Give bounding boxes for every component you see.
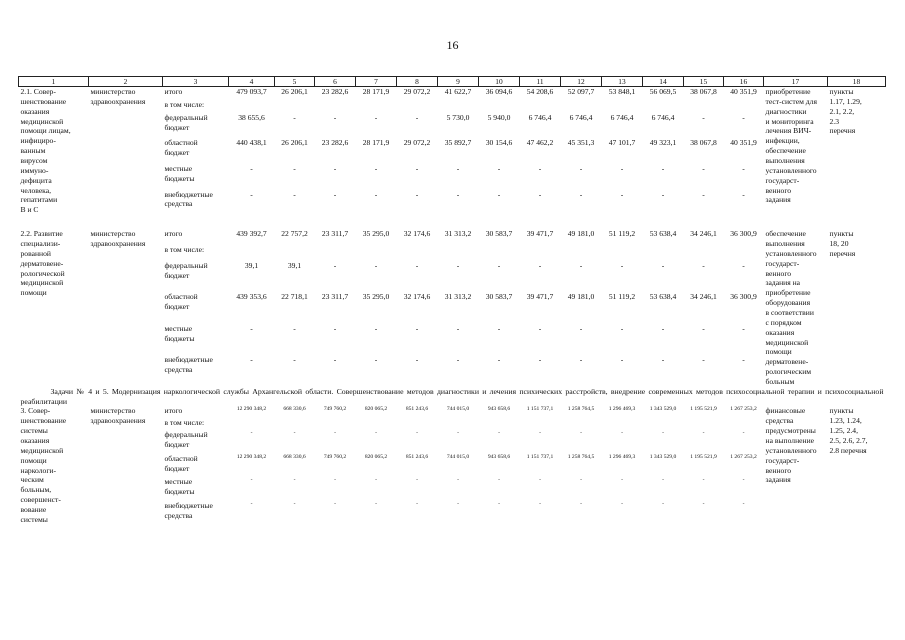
value-cell: - — [662, 430, 664, 437]
value-cell: - — [538, 323, 542, 333]
value-cell: - — [661, 323, 665, 333]
value-cell: 23 311,7 — [321, 292, 349, 302]
source-label: внебюджетные средства — [164, 189, 213, 209]
value-cell: 943 658,6 — [487, 406, 511, 413]
value-cell: - — [579, 163, 583, 173]
value-cell: - — [250, 477, 253, 484]
header-cell-15: 15 — [684, 77, 724, 87]
header-cell-8: 8 — [397, 77, 438, 87]
value-cell — [724, 100, 764, 113]
value-cell: 1 343 529,0 — [649, 453, 677, 460]
value-cell: - — [742, 163, 745, 173]
value-cell — [315, 418, 356, 430]
value-cell: 45 351,3 — [567, 138, 595, 148]
value-cell — [684, 100, 724, 113]
value-cell: - — [334, 430, 336, 437]
expected-result: финансовые средства предусмотрены на выполнение установленного государст- венного задания — [765, 406, 817, 485]
value-cell: 53 638,4 — [649, 292, 677, 302]
value-cell: - — [293, 163, 296, 173]
value-cell: 22 718,1 — [281, 292, 308, 302]
header-cell-13: 13 — [602, 77, 643, 87]
value-cell: - — [333, 323, 337, 333]
source-label: внебюджетные средства — [164, 501, 213, 520]
value-cell: 52 097,7 — [567, 87, 595, 96]
value-cell: - — [579, 189, 583, 199]
value-cell — [438, 100, 479, 113]
value-cell: - — [498, 477, 500, 484]
value-cell: 439 353,6 — [236, 292, 267, 302]
value-cell — [520, 100, 561, 113]
value-cell: - — [333, 260, 337, 270]
value-cell: - — [742, 430, 745, 437]
header-cell-12: 12 — [561, 77, 602, 87]
value-cell: 30 583,7 — [485, 229, 513, 239]
value-cell: - — [742, 355, 745, 365]
value-cell: - — [250, 501, 253, 508]
value-cell: - — [415, 189, 419, 199]
value-cell: - — [580, 501, 582, 508]
value-cell: - — [702, 163, 705, 173]
value-cell: 1 258 764,5 — [567, 453, 595, 460]
value-cell: - — [375, 430, 377, 437]
value-cell: - — [456, 189, 460, 199]
value-cell: - — [293, 189, 296, 199]
value-cell: 38 067,8 — [690, 87, 717, 96]
value-cell: 36 094,6 — [485, 87, 513, 96]
source-label: областной бюджет — [164, 453, 198, 473]
value-cell: - — [702, 260, 705, 270]
header-cell-5: 5 — [275, 77, 315, 87]
value-cell: - — [293, 355, 296, 365]
value-cell: 851 243,6 — [405, 453, 429, 460]
header-cell-10: 10 — [479, 77, 520, 87]
value-cell: - — [538, 355, 542, 365]
header-cell-14: 14 — [643, 77, 684, 87]
value-cell: - — [702, 189, 705, 199]
value-cell — [479, 418, 520, 430]
value-cell: 12 290 348,2 — [236, 453, 267, 460]
value-cell: - — [580, 430, 582, 437]
value-cell: - — [498, 430, 500, 437]
value-cell: - — [250, 189, 253, 199]
value-cell: 1 258 764,5 — [567, 406, 595, 413]
expected-result: приобретение тест-систем для диагностики и мониторинга лечения ВИЧ- инфекции, обеспечение выполнения установленного государст- венного задания — [765, 87, 817, 205]
value-cell: - — [539, 430, 541, 437]
value-cell: 35 295,0 — [362, 229, 390, 239]
value-cell: 39,1 — [244, 260, 259, 270]
value-cell: 40 351,9 — [730, 138, 757, 148]
value-cell: 49 181,0 — [567, 229, 595, 239]
value-cell: - — [621, 477, 623, 484]
value-cell: - — [456, 323, 460, 333]
header-row — [19, 77, 886, 87]
value-cell: 479 093,7 — [236, 87, 267, 96]
value-cell: 749 760,2 — [323, 406, 347, 413]
value-cell: - — [661, 163, 665, 173]
value-cell: 6 746,4 — [610, 112, 634, 122]
value-cell — [561, 418, 602, 430]
value-cell: 1 151 737,1 — [526, 453, 554, 460]
value-cell: - — [538, 189, 542, 199]
value-cell — [520, 418, 561, 430]
value-cell — [275, 418, 315, 430]
value-cell: - — [497, 355, 501, 365]
value-cell: - — [375, 501, 377, 508]
value-cell: 12 290 348,2 — [236, 406, 267, 413]
value-cell: 34 246,1 — [690, 229, 717, 239]
value-cell: - — [293, 112, 296, 122]
reference: пункты 1.17, 1.29, 2.1, 2.2, 2.3 перечня — [829, 87, 862, 136]
value-cell: - — [497, 323, 501, 333]
value-cell: 6 746,4 — [528, 112, 552, 122]
value-cell: - — [415, 163, 419, 173]
value-cell: - — [702, 430, 705, 437]
value-cell: 851 243,6 — [405, 406, 429, 413]
value-cell: - — [742, 189, 745, 199]
value-cell — [684, 418, 724, 430]
value-cell: 744 015,0 — [446, 406, 470, 413]
value-cell — [356, 245, 397, 261]
value-cell: - — [621, 430, 623, 437]
value-cell: - — [374, 260, 378, 270]
value-cell: 5 940,0 — [487, 112, 511, 122]
header-cell-9: 9 — [438, 77, 479, 87]
spacer-cell — [19, 215, 886, 229]
value-cell: - — [742, 477, 745, 484]
value-cell: - — [250, 163, 253, 173]
header-cell-16: 16 — [724, 77, 764, 87]
value-cell: - — [457, 477, 459, 484]
value-cell — [356, 418, 397, 430]
value-cell: 53 848,1 — [608, 87, 636, 96]
value-cell — [724, 418, 764, 430]
value-cell — [229, 418, 275, 430]
value-cell: 668 330,6 — [283, 453, 306, 460]
value-cell: - — [374, 355, 378, 365]
value-cell: 820 065,2 — [364, 406, 388, 413]
value-cell: 6 746,4 — [651, 112, 675, 122]
value-cell: - — [374, 163, 378, 173]
value-cell: 49 181,0 — [567, 292, 595, 302]
value-cell: - — [620, 260, 624, 270]
value-cell: - — [579, 355, 583, 365]
value-cell: 1 343 529,0 — [649, 406, 677, 413]
source-label: областной бюджет — [164, 138, 198, 158]
value-cell: - — [293, 430, 296, 437]
value-cell — [643, 418, 684, 430]
value-cell: 32 174,6 — [403, 292, 431, 302]
value-cell: 29 072,2 — [403, 87, 431, 96]
value-cell: 6 746,4 — [569, 112, 593, 122]
value-cell: - — [662, 477, 664, 484]
source-label: итого — [164, 406, 183, 416]
value-cell: - — [702, 323, 705, 333]
value-cell: - — [497, 189, 501, 199]
value-cell: 1 267 253,2 — [730, 453, 757, 460]
source-label: итого — [164, 229, 183, 239]
value-cell — [643, 245, 684, 261]
header-cell-11: 11 — [520, 77, 561, 87]
task-heading: Задачи № 4 и 5. Модернизация наркологической службы Архангельской области. Совершенствование методов диагностики и лечения психических расстройств, внедрение современных методов психосоциальной терапии и психосоциальной реабилитации — [20, 386, 884, 406]
executor: министерство здравоохранения — [90, 87, 146, 106]
value-cell: 51 119,2 — [608, 292, 636, 302]
value-cell: - — [498, 501, 500, 508]
value-cell: - — [742, 501, 745, 508]
value-cell: 53 638,4 — [649, 229, 677, 239]
value-cell: 943 658,6 — [487, 453, 511, 460]
source-label: в том числе: — [164, 99, 205, 109]
value-cell: - — [580, 477, 582, 484]
header-cell-7: 7 — [356, 77, 397, 87]
value-cell: 49 323,1 — [649, 138, 677, 148]
value-cell — [520, 245, 561, 261]
value-cell: - — [293, 501, 296, 508]
measure-name: 2.2. Развитие специализи- рованной дерматовене- рологической медицинской помощи — [20, 229, 65, 298]
value-cell: - — [457, 501, 459, 508]
value-cell — [602, 418, 643, 430]
value-cell — [229, 100, 275, 113]
header-cell-2: 2 — [89, 77, 163, 87]
value-cell — [275, 245, 315, 261]
source-label: итого — [164, 87, 183, 96]
value-cell: - — [334, 501, 336, 508]
value-cell — [315, 100, 356, 113]
value-cell: 41 622,7 — [444, 87, 472, 96]
value-cell: 22 757,2 — [281, 229, 308, 239]
value-cell: - — [539, 477, 541, 484]
value-cell: 30 583,7 — [485, 292, 513, 302]
value-cell: 38 655,6 — [238, 112, 265, 122]
value-cell: 820 065,2 — [364, 453, 388, 460]
spacer-row — [19, 215, 886, 229]
value-cell: 40 351,9 — [730, 87, 757, 96]
header-cell-17: 17 — [764, 77, 828, 87]
value-cell: - — [415, 355, 419, 365]
value-cell — [438, 245, 479, 261]
value-cell: 54 208,6 — [526, 87, 554, 96]
value-cell: 1 195 521,9 — [690, 406, 717, 413]
header-cell-4: 4 — [229, 77, 275, 87]
value-cell: 39 471,7 — [526, 292, 554, 302]
source-label: в том числе: — [164, 244, 205, 254]
executor: министерство здравоохранения — [90, 229, 146, 249]
value-cell: - — [579, 323, 583, 333]
value-cell: - — [415, 323, 419, 333]
value-cell: 29 072,2 — [403, 138, 431, 148]
value-cell: 39,1 — [287, 260, 302, 270]
value-cell — [561, 245, 602, 261]
value-cell: 23 282,6 — [321, 87, 349, 96]
value-cell — [479, 100, 520, 113]
table-row — [19, 229, 886, 245]
value-cell: 36 300,9 — [730, 229, 757, 239]
value-cell: - — [662, 501, 664, 508]
table-row — [19, 406, 886, 418]
value-cell: - — [456, 260, 460, 270]
value-cell: 32 174,6 — [403, 229, 431, 239]
budget-table — [18, 76, 886, 525]
value-cell: 749 760,2 — [323, 453, 347, 460]
source-label: внебюджетные средства — [164, 355, 213, 375]
source-label: в том числе: — [164, 418, 205, 428]
value-cell: - — [333, 355, 337, 365]
value-cell: - — [538, 163, 542, 173]
value-cell: - — [579, 260, 583, 270]
value-cell: 1 195 521,9 — [690, 453, 717, 460]
value-cell: - — [742, 260, 745, 270]
value-cell: - — [333, 112, 337, 122]
value-cell: 28 171,9 — [362, 138, 390, 148]
value-cell: 56 069,5 — [649, 87, 677, 96]
value-cell — [602, 100, 643, 113]
value-cell: - — [333, 189, 337, 199]
source-label: областной бюджет — [164, 292, 198, 312]
reference: пункты 1.23, 1.24, 1.25, 2.4, 2.5, 2.6, 2.7, 2.8 перечня — [829, 406, 868, 455]
value-cell: - — [293, 323, 296, 333]
source-label: федеральный бюджет — [164, 112, 208, 132]
value-cell: 28 171,9 — [362, 87, 390, 96]
page-number: 16 — [446, 38, 459, 52]
value-cell: 38 067,8 — [690, 138, 717, 148]
value-cell: 668 330,6 — [283, 406, 306, 413]
value-cell — [397, 245, 438, 261]
value-cell: - — [456, 355, 460, 365]
budget-table-wrap — [18, 76, 886, 525]
value-cell: - — [538, 260, 542, 270]
header-cell-6: 6 — [315, 77, 356, 87]
value-cell — [724, 245, 764, 261]
value-cell — [684, 245, 724, 261]
value-cell: - — [250, 430, 253, 437]
value-cell: 26 206,1 — [281, 87, 308, 96]
value-cell: 1 151 737,1 — [526, 406, 554, 413]
value-cell: 51 119,2 — [608, 229, 636, 239]
value-cell — [438, 418, 479, 430]
value-cell: - — [661, 189, 665, 199]
value-cell: 30 154,6 — [485, 138, 513, 148]
header-cell-18: 18 — [828, 77, 886, 87]
value-cell: 31 313,2 — [444, 229, 472, 239]
value-cell: - — [661, 260, 665, 270]
source-label: местные бюджеты — [164, 477, 195, 497]
value-cell: - — [375, 477, 377, 484]
value-cell: - — [374, 323, 378, 333]
value-cell: - — [702, 112, 705, 122]
measure-name: 2.1. Совер- шенствование оказания медицинской помощи лицам, инфициро- ванным вирусом иммуно- дефицита человека, гепатитами В и С — [20, 87, 71, 215]
value-cell: 439 392,7 — [236, 229, 267, 239]
value-cell: 35 892,7 — [444, 138, 472, 148]
value-cell: - — [702, 501, 705, 508]
value-cell: - — [374, 112, 378, 122]
value-cell: - — [742, 323, 745, 333]
value-cell: - — [250, 355, 253, 365]
value-cell: - — [456, 163, 460, 173]
source-label: местные бюджеты — [164, 163, 195, 183]
table-row — [19, 87, 886, 100]
value-cell: 35 295,0 — [362, 292, 390, 302]
value-cell: - — [374, 189, 378, 199]
value-cell: 5 730,0 — [446, 112, 470, 122]
value-cell — [397, 100, 438, 113]
value-cell: - — [497, 260, 501, 270]
value-cell: 23 282,6 — [321, 138, 349, 148]
value-cell: 1 267 253,2 — [730, 406, 757, 413]
value-cell — [602, 245, 643, 261]
value-cell: - — [416, 477, 418, 484]
value-cell: 31 313,2 — [444, 292, 472, 302]
value-cell — [643, 100, 684, 113]
value-cell: - — [416, 501, 418, 508]
value-cell: - — [250, 323, 253, 333]
expected-result: обеспечение выполнения установленного государст- венного задания на приобретение оборудования в соответствии с порядком оказания медицинской помощи дерматовене- рологическим больным — [765, 229, 817, 387]
value-cell: 440 438,1 — [236, 138, 267, 148]
value-cell: - — [620, 355, 624, 365]
value-cell: - — [702, 477, 705, 484]
value-cell: - — [661, 355, 665, 365]
value-cell: - — [497, 163, 501, 173]
value-cell: 1 296 469,3 — [608, 453, 636, 460]
value-cell: 39 471,7 — [526, 229, 554, 239]
value-cell: - — [333, 163, 337, 173]
value-cell: - — [457, 430, 459, 437]
value-cell: 47 101,7 — [608, 138, 636, 148]
value-cell: - — [416, 430, 418, 437]
value-cell — [229, 245, 275, 261]
value-cell — [397, 418, 438, 430]
executor: министерство здравоохранения — [90, 406, 146, 426]
value-cell: - — [334, 477, 336, 484]
value-cell: 36 300,9 — [730, 292, 757, 302]
source-label: федеральный бюджет — [164, 430, 208, 449]
value-cell: - — [293, 477, 296, 484]
measure-name: 3. Совер- шенствование системы оказания медицинской помощи наркологи- ческим больным, совершенст- вование системы — [20, 406, 67, 524]
task-heading-row — [19, 387, 886, 406]
source-label: местные бюджеты — [164, 323, 195, 343]
value-cell — [275, 100, 315, 113]
value-cell — [479, 245, 520, 261]
value-cell — [561, 100, 602, 113]
value-cell: - — [621, 501, 623, 508]
value-cell: 23 311,7 — [321, 229, 349, 239]
source-label: федеральный бюджет — [164, 260, 208, 280]
value-cell: - — [702, 355, 705, 365]
value-cell: 47 462,2 — [526, 138, 554, 148]
header-cell-1: 1 — [19, 77, 89, 87]
value-cell: 744 015,0 — [446, 453, 470, 460]
value-cell: - — [620, 163, 624, 173]
value-cell — [315, 245, 356, 261]
value-cell: - — [620, 323, 624, 333]
value-cell: - — [742, 112, 745, 122]
value-cell: 34 246,1 — [690, 292, 717, 302]
value-cell: - — [415, 112, 419, 122]
value-cell: - — [539, 501, 541, 508]
value-cell: 1 296 469,3 — [608, 406, 636, 413]
value-cell — [356, 100, 397, 113]
value-cell: 26 206,1 — [281, 138, 308, 148]
value-cell: - — [415, 260, 419, 270]
reference: пункты 18, 20 перечня — [829, 229, 856, 258]
value-cell: - — [620, 189, 624, 199]
header-cell-3: 3 — [163, 77, 229, 87]
